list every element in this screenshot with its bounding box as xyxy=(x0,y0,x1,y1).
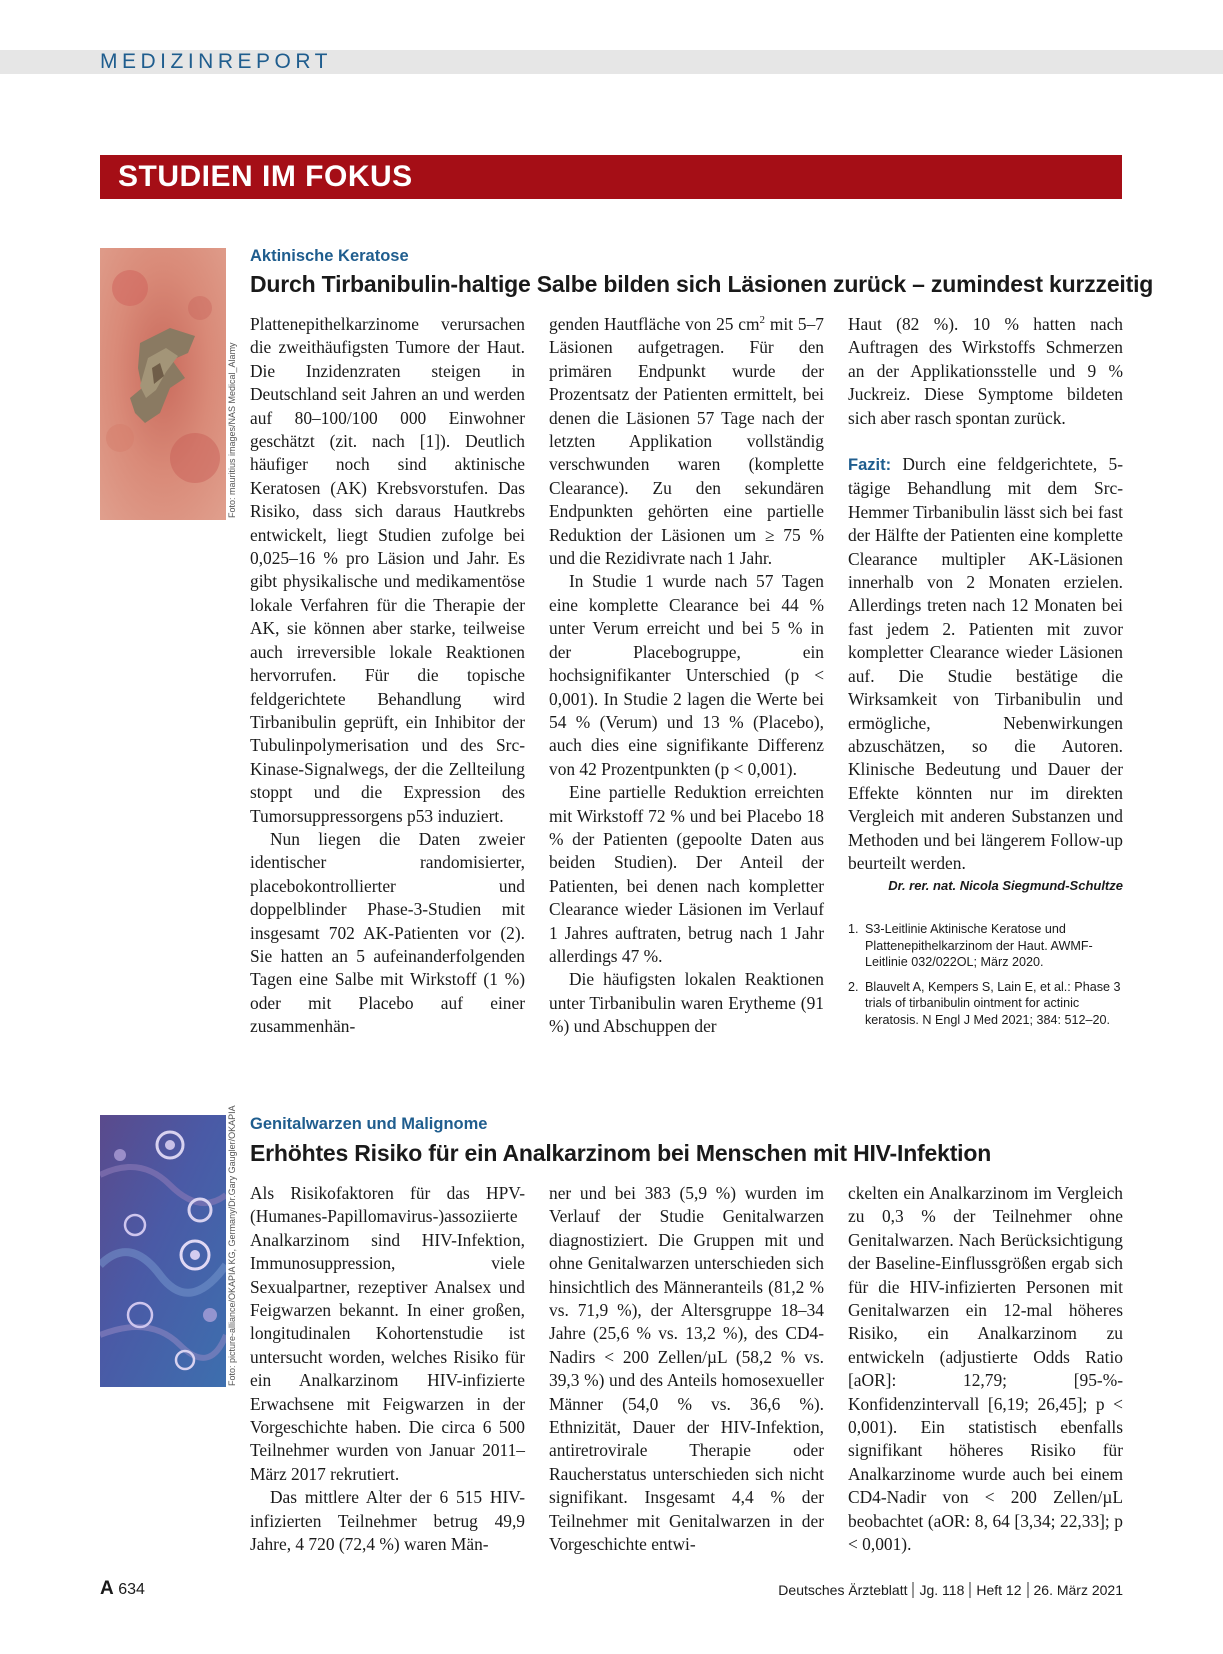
paragraph: Als Risikofaktoren für das HPV-(Humanes-Papillomavirus-)assoziierte Analkarzinom sind HIV-Infektion, Immunosuppression, viele Sexualpartner, rezeptiver Analsex und Feigwarzen bekannt. In einer großen, longitudinalen Kohortenstudie ist untersucht worden, welches Risiko für ein Analkarzinom HIV-infizierte Erwachsene mit Feigwarzen in der Vorgeschichte haben. Die circa 6 500 Teilnehmer wurden von Januar 2011–März 2017 rekrutiert. xyxy=(250,1183,525,1484)
journal-footer xyxy=(778,1580,1123,1600)
issue-date: 26. März 2021 xyxy=(1033,1582,1123,1598)
fazit-label: Fazit: xyxy=(848,456,892,475)
article2-kicker: Genitalwarzen und Malignome xyxy=(250,1115,488,1133)
paragraph xyxy=(549,313,824,570)
divider xyxy=(969,1582,971,1598)
reference-item xyxy=(848,979,1123,1029)
reference-text: Blauvelt A, Kempers S, Lain E, et al.: Phase 3 trials of tirbanibulin ointment for actinic keratosis. N Engl J Med 2021; 384: 512–20. xyxy=(865,979,1121,1027)
article1-column-1 xyxy=(250,313,525,1039)
section-label: MEDIZINREPORT xyxy=(100,50,332,73)
article2-headline: Erhöhtes Risiko für ein Analkarzinom bei Menschen mit HIV-Infektion xyxy=(250,1140,992,1166)
reference-text: S3-Leitlinie Aktinische Keratose und Plattenepithelkarzinom der Haut. AWMF-Leitlinie 032/022OL; März 2020. xyxy=(865,922,1093,970)
paragraph: Die häufigsten lokalen Reaktionen unter Tirbanibulin waren Erytheme (91 %) und Abschuppen der xyxy=(549,969,824,1037)
text-run: genden Hautfläche von 25 cm xyxy=(549,314,760,334)
paragraph: Plattenepithelkarzinome verursachen die zweithäufigsten Tumore der Haut. Die Inzidenzraten steigen in Deutschland seit Jahren an und werden auf 80–100/100 000 Einwohner geschätzt (zit. nach [1]). Deutlich häufiger noch sind aktinische Keratosen (AK) Krebsvorstufen. Das Risiko, dass sich daraus Hautkrebs entwickelt, liegt Studien zufolge bei 0,025–16 % pro Läsion und Jahr. Es gibt physikalische und medikamentöse lokale Verfahren für die Therapie der AK, sie können aber starke, teilweise auch irreversible lokale Reaktionen hervorrufen. Für die topische feldgerichtete Behandlung wird Tirbanibulin geprüft, ein Inhibitor der Tubulinpolymerisation und des Src-Kinase-Signalwegs, der die Zellteilung stoppt und die Expression des Tumorsuppressorgens p53 induziert. xyxy=(250,314,525,826)
fazit-text: Durch eine feldgerichtete, 5-tägige Behandlung mit dem Src-Hemmer Tirbanibulin lässt sich bei fast der Hälfte der Patienten eine komplette Clearance multipler AK-Läsionen innerhalb von 2 Monaten erzielen. Allerdings treten nach 12 Monaten bei fast jedem 2. Patienten mit zuvor kompletter Clearance wieder Läsionen auf. Die Studie bestätige die Wirksamkeit von Tirbanibulin und ermögliche, Nebenwirkungen abzuschätzen, so die Autoren. Klinische Bedeutung und Dauer der Effekte könnten nur im direkten Vergleich mit anderen Substanzen und Methoden und bei längerem Follow-up beurteilt werden. xyxy=(848,454,1123,873)
divider xyxy=(912,1582,914,1598)
page-number xyxy=(100,1578,145,1601)
reference-number: 2. xyxy=(848,979,859,994)
article2-column-1 xyxy=(250,1182,525,1557)
author-byline: Dr. rer. nat. Nicola Siegmund-Schultze xyxy=(888,878,1123,894)
page-number-value: 634 xyxy=(118,1581,145,1598)
superscript: 2 xyxy=(759,314,766,327)
volume: Jg. 118 xyxy=(919,1582,965,1598)
reference-item xyxy=(848,921,1123,971)
article1-column-3 xyxy=(848,313,1123,1036)
paragraph: Eine partielle Reduktion erreichten mit Wirkstoff 72 % und bei Placebo 18 % der Patienten (gepoolte Daten aus beiden Studien). Der Anteil der Patienten, bei denen nach kompletter Clearance wieder Läsionen im Verlauf 1 Jahres auftraten, betrug nach 1 Jahr allerdings 47 %. xyxy=(549,782,824,966)
article1-headline: Durch Tirbanibulin-haltige Salbe bilden sich Läsionen zurück – zumindest kurzzeitig xyxy=(250,271,1154,297)
text-run: mit 5–7 Läsionen aufgetragen. Für den primären Endpunkt wurde der Prozentsatz der Patienten ermittelt, bei denen die Läsionen 57 Tage nach der letzten Applikation vollständig verschwunden waren (komplette Clearance). Zu den sekundären Endpunkten gehörten eine partielle Reduktion der Läsionen um ≥ 75 % und die Rezidivrate nach 1 Jahr. xyxy=(549,314,824,569)
reference-number: 1. xyxy=(848,922,859,937)
paragraph: Das mittlere Alter der 6 515 HIV-infizierten Teilnehmer betrug 49,9 Jahre, 4 720 (72,4 %) waren Män- xyxy=(250,1487,525,1555)
photo-credit-2: Foto: picture-alliance/OKAPIA KG, Germany/Dr.Gary Gaugler/OKAPIA xyxy=(227,1105,237,1386)
paragraph: ner und bei 383 (5,9 %) wurden im Verlauf der Studie Genitalwarzen diagnostiziert. Die Gruppen mit und ohne Genitalwarzen unterschieden sich hinsichtlich des Männeranteils (81,2 % vs. 71,9 %), der Altersgruppe 18–34 Jahre (25,6 % vs. 13,2 %), des CD4-Nadirs < 200 Zellen/µL (58,2 % vs. 39,3 %) und des Anteils homosexueller Männer (54,0 % vs. 36,6 %). Ethnizität, Dauer der HIV-Infektion, antiretrovirale Therapie oder Raucherstatus unterschieden sich nicht signifikant. Insgesamt 4,4 % der Teilnehmer mit Genitalwarzen in der Vorgeschichte entwi- xyxy=(549,1183,824,1555)
fazit-paragraph xyxy=(848,453,1123,875)
tissue-micrograph-photo xyxy=(100,1115,226,1387)
article1-kicker: Aktinische Keratose xyxy=(250,247,409,265)
paragraph: In Studie 1 wurde nach 57 Tagen eine komplette Clearance bei 44 % unter Verum erreicht und bei 5 % in der Placebogruppe, ein hochsignifikanter Unterschied (p < 0,001). In Studie 2 lagen die Werte bei 54 % (Verum) und 13 % (Placebo), auch dies eine signifikante Differenz von 42 Prozentpunkten (p < 0,001). xyxy=(549,571,824,779)
paragraph: Haut (82 %). 10 % hatten nach Auftragen des Wirkstoffs Schmerzen an der Applikationsstelle und 9 % Juckreiz. Diese Symptome bildeten sich aber rasch spontan zurück. xyxy=(848,314,1123,428)
article2-column-3 xyxy=(848,1182,1123,1557)
references xyxy=(848,921,1123,1028)
article2-column-2 xyxy=(549,1182,824,1557)
photo-credit-1: Foto: mauritius images/NAS Medical_Alamy xyxy=(227,342,237,518)
page-prefix: A xyxy=(100,1578,114,1599)
paragraph: Nun liegen die Daten zweier identischer randomisierter, placebokontrollierter und doppelblinder Phase-3-Studien mit insgesamt 702 AK-Patienten vor (2). Sie hatten an 5 aufeinanderfolgenden Tagen eine Salbe mit Wirkstoff (1 %) oder mit Placebo auf einer zusammenhän- xyxy=(250,828,525,1037)
divider xyxy=(1027,1582,1029,1598)
skin-lesion-photo xyxy=(100,248,226,520)
paragraph: ckelten ein Analkarzinom im Vergleich zu 0,3 % der Teilnehmer ohne Genitalwarzen. Nach Berücksichtigung der Baseline-Einflussgrößen ergab sich für die HIV-infizierten Personen mit Genitalwarzen ein 12-mal höheres Risiko, ein Analkarzinom zu entwickeln (adjustierte Odds Ratio [aOR]: 12,79; [95-%-Konfidenzintervall [6,19; 26,45]; p < 0,001). Ein statistisch ebenfalls signifikant höheres Risiko für Analkarzinome wurde auch bei einem CD4-Nadir von < 200 Zellen/µL beobachtet (aOR: 8, 64 [3,34; 22,33]; p < 0,001). xyxy=(848,1183,1123,1555)
journal-name: Deutsches Ärzteblatt xyxy=(778,1582,908,1598)
issue: Heft 12 xyxy=(976,1582,1022,1598)
article1-column-2 xyxy=(549,313,824,1039)
focus-title: STUDIEN IM FOKUS xyxy=(118,160,413,193)
focus-banner xyxy=(100,155,1122,199)
